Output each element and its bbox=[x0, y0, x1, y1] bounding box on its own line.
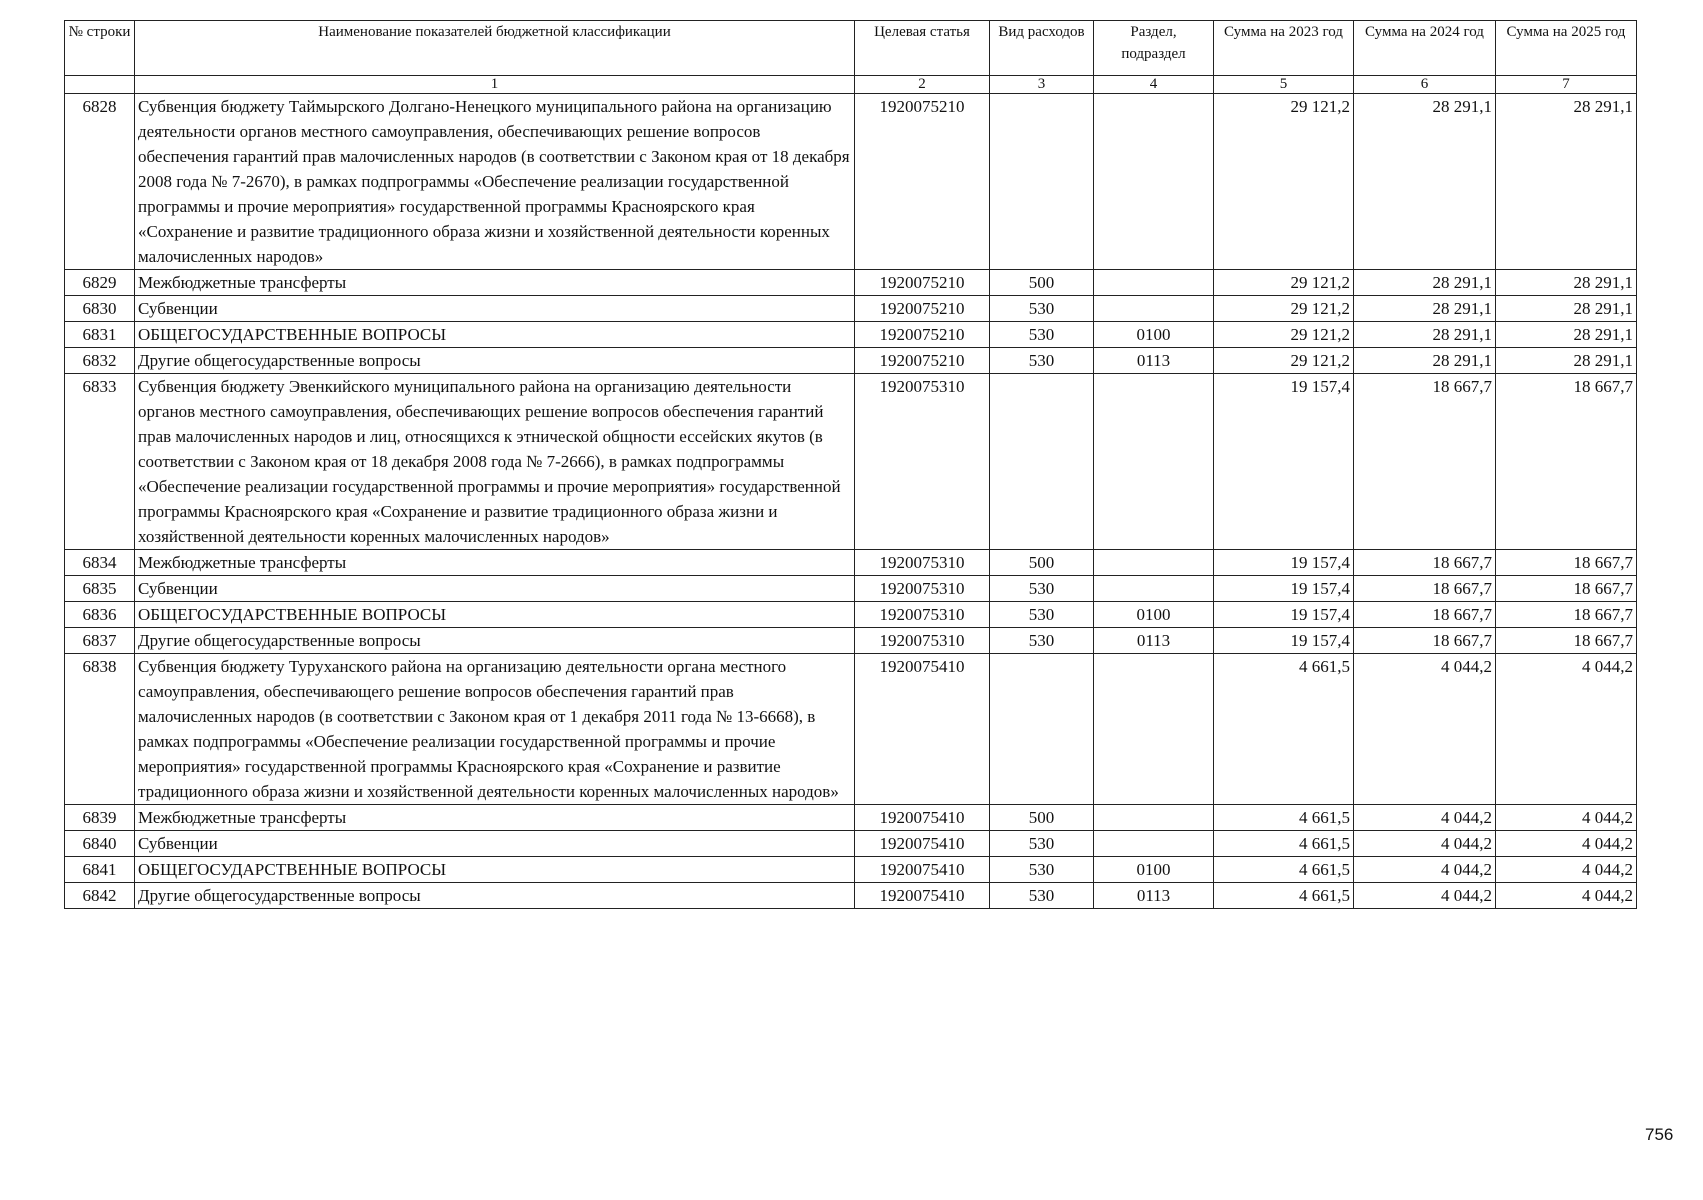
target-article-cell: 1920075210 bbox=[855, 348, 990, 374]
table-body bbox=[65, 94, 1637, 909]
target-article-cell: 1920075310 bbox=[855, 628, 990, 654]
expense-kind-cell: 500 bbox=[990, 270, 1094, 296]
sum-2023-cell: 19 157,4 bbox=[1214, 628, 1354, 654]
table-row bbox=[65, 654, 1637, 805]
section-cell bbox=[1094, 831, 1214, 857]
section-cell bbox=[1094, 270, 1214, 296]
sum-2025-cell: 28 291,1 bbox=[1496, 348, 1637, 374]
column-number: 7 bbox=[1496, 76, 1637, 94]
table-row bbox=[65, 857, 1637, 883]
row-number-cell: 6841 bbox=[65, 857, 135, 883]
sum-2025-cell: 18 667,7 bbox=[1496, 602, 1637, 628]
sum-2023-cell: 29 121,2 bbox=[1214, 270, 1354, 296]
column-number: 6 bbox=[1354, 76, 1496, 94]
section-cell: 0113 bbox=[1094, 883, 1214, 909]
column-number: 3 bbox=[990, 76, 1094, 94]
indicator-name-cell: Субвенция бюджету Таймырского Долгано-Ненецкого муниципального района на организацию деятельности органов местного самоуправления, обеспечивающих решение вопросов обеспечения гарантий прав малочисленных народов (в соответствии с Законом края от 18 декабря 2008 года № 7-2670), в рамках подпрограммы «Обеспечение реализации государственной программы и прочие мероприятия» государственной программы Красноярского края «Сохранение и развитие традиционного образа жизни и хозяйственной деятельности коренных малочисленных народов» bbox=[135, 94, 855, 270]
row-number-cell: 6833 bbox=[65, 374, 135, 550]
target-article-cell: 1920075310 bbox=[855, 374, 990, 550]
indicator-name-cell: Другие общегосударственные вопросы bbox=[135, 348, 855, 374]
section-cell: 0100 bbox=[1094, 602, 1214, 628]
indicator-name-cell: Межбюджетные трансферты bbox=[135, 270, 855, 296]
section-cell bbox=[1094, 296, 1214, 322]
sum-2023-cell: 29 121,2 bbox=[1214, 322, 1354, 348]
row-number-cell: 6842 bbox=[65, 883, 135, 909]
expense-kind-cell bbox=[990, 654, 1094, 805]
table-row bbox=[65, 322, 1637, 348]
section-cell bbox=[1094, 576, 1214, 602]
target-article-cell: 1920075210 bbox=[855, 296, 990, 322]
row-number-cell: 6839 bbox=[65, 805, 135, 831]
target-article-cell: 1920075410 bbox=[855, 831, 990, 857]
expense-kind-cell: 530 bbox=[990, 296, 1094, 322]
section-cell: 0100 bbox=[1094, 322, 1214, 348]
table-row bbox=[65, 94, 1637, 270]
target-article-cell: 1920075210 bbox=[855, 270, 990, 296]
sum-2023-cell: 4 661,5 bbox=[1214, 831, 1354, 857]
table-row bbox=[65, 576, 1637, 602]
sum-2025-cell: 18 667,7 bbox=[1496, 550, 1637, 576]
target-article-cell: 1920075210 bbox=[855, 94, 990, 270]
sum-2025-cell: 28 291,1 bbox=[1496, 322, 1637, 348]
section-cell bbox=[1094, 550, 1214, 576]
table-row bbox=[65, 550, 1637, 576]
indicator-name-cell: ОБЩЕГОСУДАРСТВЕННЫЕ ВОПРОСЫ bbox=[135, 857, 855, 883]
indicator-name-cell: Субвенция бюджету Эвенкийского муниципального района на организацию деятельности органов местного самоуправления, обеспечивающих решение вопросов обеспечения гарантий прав малочисленных народов и лиц, относящихся к этнической общности ессейских якутов (в соответствии с Законом края от 18 декабря 2008 года № 7-2666), в рамках подпрограммы «Обеспечение реализации государственной программы и прочие мероприятия» государственной программы Красноярского края «Сохранение и развитие традиционного образа жизни и хозяйственной деятельности коренных малочисленных народов» bbox=[135, 374, 855, 550]
row-number-cell: 6829 bbox=[65, 270, 135, 296]
sum-2024-cell: 28 291,1 bbox=[1354, 322, 1496, 348]
expense-kind-cell: 530 bbox=[990, 857, 1094, 883]
section-cell bbox=[1094, 654, 1214, 805]
sum-2024-cell: 18 667,7 bbox=[1354, 628, 1496, 654]
sum-2025-cell: 4 044,2 bbox=[1496, 654, 1637, 805]
indicator-name-cell: Межбюджетные трансферты bbox=[135, 805, 855, 831]
header-kind: Вид расходов bbox=[990, 21, 1094, 76]
sum-2025-cell: 28 291,1 bbox=[1496, 296, 1637, 322]
table-row bbox=[65, 348, 1637, 374]
sum-2023-cell: 4 661,5 bbox=[1214, 883, 1354, 909]
sum-2024-cell: 18 667,7 bbox=[1354, 550, 1496, 576]
target-article-cell: 1920075310 bbox=[855, 602, 990, 628]
row-number-cell: 6831 bbox=[65, 322, 135, 348]
sum-2024-cell: 28 291,1 bbox=[1354, 94, 1496, 270]
table-row bbox=[65, 296, 1637, 322]
sum-2023-cell: 29 121,2 bbox=[1214, 94, 1354, 270]
sum-2025-cell: 4 044,2 bbox=[1496, 883, 1637, 909]
target-article-cell: 1920075310 bbox=[855, 550, 990, 576]
section-cell: 0113 bbox=[1094, 348, 1214, 374]
indicator-name-cell: Другие общегосударственные вопросы bbox=[135, 628, 855, 654]
target-article-cell: 1920075310 bbox=[855, 576, 990, 602]
sum-2023-cell: 29 121,2 bbox=[1214, 348, 1354, 374]
header-target: Целевая статья bbox=[855, 21, 990, 76]
sum-2024-cell: 28 291,1 bbox=[1354, 296, 1496, 322]
header-sum-2025: Сумма на 2025 год bbox=[1496, 21, 1637, 76]
sum-2025-cell: 18 667,7 bbox=[1496, 374, 1637, 550]
section-cell bbox=[1094, 374, 1214, 550]
section-cell: 0113 bbox=[1094, 628, 1214, 654]
row-number-cell: 6836 bbox=[65, 602, 135, 628]
row-number-cell: 6832 bbox=[65, 348, 135, 374]
sum-2024-cell: 28 291,1 bbox=[1354, 348, 1496, 374]
column-number-row bbox=[65, 76, 1637, 94]
sum-2023-cell: 4 661,5 bbox=[1214, 805, 1354, 831]
table-row bbox=[65, 628, 1637, 654]
sum-2024-cell: 4 044,2 bbox=[1354, 654, 1496, 805]
sum-2025-cell: 4 044,2 bbox=[1496, 857, 1637, 883]
sum-2023-cell: 19 157,4 bbox=[1214, 602, 1354, 628]
column-number: 1 bbox=[135, 76, 855, 94]
budget-table bbox=[64, 20, 1637, 909]
sum-2024-cell: 28 291,1 bbox=[1354, 270, 1496, 296]
section-cell: 0100 bbox=[1094, 857, 1214, 883]
sum-2023-cell: 29 121,2 bbox=[1214, 296, 1354, 322]
sum-2024-cell: 4 044,2 bbox=[1354, 857, 1496, 883]
indicator-name-cell: ОБЩЕГОСУДАРСТВЕННЫЕ ВОПРОСЫ bbox=[135, 322, 855, 348]
header-sum-2023: Сумма на 2023 год bbox=[1214, 21, 1354, 76]
target-article-cell: 1920075410 bbox=[855, 805, 990, 831]
indicator-name-cell: Субвенции bbox=[135, 831, 855, 857]
expense-kind-cell: 530 bbox=[990, 348, 1094, 374]
expense-kind-cell: 500 bbox=[990, 550, 1094, 576]
column-number: 5 bbox=[1214, 76, 1354, 94]
sum-2024-cell: 18 667,7 bbox=[1354, 576, 1496, 602]
indicator-name-cell: Субвенция бюджету Туруханского района на организацию деятельности органа местного самоуправления, обеспечивающего решение вопросов обеспечения гарантий прав малочисленных народов (в соответствии с Законом края от 1 декабря 2011 года № 13-6668), в рамках подпрограммы «Обеспечение реализации государственной программы и прочие мероприятия» государственной программы Красноярского края «Сохранение и развитие традиционного образа жизни и хозяйственной деятельности коренных малочисленных народов» bbox=[135, 654, 855, 805]
expense-kind-cell: 530 bbox=[990, 831, 1094, 857]
sum-2025-cell: 28 291,1 bbox=[1496, 94, 1637, 270]
target-article-cell: 1920075410 bbox=[855, 654, 990, 805]
expense-kind-cell bbox=[990, 94, 1094, 270]
table-row bbox=[65, 270, 1637, 296]
table-row bbox=[65, 374, 1637, 550]
section-cell bbox=[1094, 805, 1214, 831]
row-number-cell: 6838 bbox=[65, 654, 135, 805]
row-number-cell: 6837 bbox=[65, 628, 135, 654]
target-article-cell: 1920075410 bbox=[855, 857, 990, 883]
row-number-cell: 6840 bbox=[65, 831, 135, 857]
sum-2023-cell: 19 157,4 bbox=[1214, 576, 1354, 602]
row-number-cell: 6828 bbox=[65, 94, 135, 270]
sum-2023-cell: 4 661,5 bbox=[1214, 857, 1354, 883]
header-sum-2024: Сумма на 2024 год bbox=[1354, 21, 1496, 76]
sum-2024-cell: 18 667,7 bbox=[1354, 374, 1496, 550]
indicator-name-cell: Другие общегосударственные вопросы bbox=[135, 883, 855, 909]
sum-2024-cell: 4 044,2 bbox=[1354, 831, 1496, 857]
sum-2023-cell: 19 157,4 bbox=[1214, 374, 1354, 550]
sum-2024-cell: 4 044,2 bbox=[1354, 883, 1496, 909]
table-row bbox=[65, 883, 1637, 909]
expense-kind-cell: 530 bbox=[990, 322, 1094, 348]
expense-kind-cell bbox=[990, 374, 1094, 550]
sum-2025-cell: 18 667,7 bbox=[1496, 628, 1637, 654]
row-number-cell: 6830 bbox=[65, 296, 135, 322]
column-number: 2 bbox=[855, 76, 990, 94]
target-article-cell: 1920075410 bbox=[855, 883, 990, 909]
indicator-name-cell: Межбюджетные трансферты bbox=[135, 550, 855, 576]
expense-kind-cell: 530 bbox=[990, 883, 1094, 909]
table-row bbox=[65, 602, 1637, 628]
sum-2025-cell: 4 044,2 bbox=[1496, 805, 1637, 831]
expense-kind-cell: 530 bbox=[990, 602, 1094, 628]
column-number: 4 bbox=[1094, 76, 1214, 94]
table-header bbox=[65, 21, 1637, 94]
section-cell bbox=[1094, 94, 1214, 270]
expense-kind-cell: 500 bbox=[990, 805, 1094, 831]
sum-2023-cell: 19 157,4 bbox=[1214, 550, 1354, 576]
sum-2025-cell: 4 044,2 bbox=[1496, 831, 1637, 857]
table-row bbox=[65, 831, 1637, 857]
indicator-name-cell: Субвенции bbox=[135, 576, 855, 602]
expense-kind-cell: 530 bbox=[990, 576, 1094, 602]
header-name: Наименование показателей бюджетной классификации bbox=[135, 21, 855, 76]
sum-2025-cell: 18 667,7 bbox=[1496, 576, 1637, 602]
sum-2024-cell: 18 667,7 bbox=[1354, 602, 1496, 628]
row-number-cell: 6834 bbox=[65, 550, 135, 576]
sum-2024-cell: 4 044,2 bbox=[1354, 805, 1496, 831]
sum-2023-cell: 4 661,5 bbox=[1214, 654, 1354, 805]
table-row bbox=[65, 805, 1637, 831]
page-number: 756 bbox=[1645, 1125, 1674, 1144]
expense-kind-cell: 530 bbox=[990, 628, 1094, 654]
column-number-spacer bbox=[65, 76, 135, 94]
indicator-name-cell: Субвенции bbox=[135, 296, 855, 322]
header-section: Раздел, подраздел bbox=[1094, 21, 1214, 76]
sum-2025-cell: 28 291,1 bbox=[1496, 270, 1637, 296]
header-row-no: № строки bbox=[65, 21, 135, 76]
row-number-cell: 6835 bbox=[65, 576, 135, 602]
indicator-name-cell: ОБЩЕГОСУДАРСТВЕННЫЕ ВОПРОСЫ bbox=[135, 602, 855, 628]
target-article-cell: 1920075210 bbox=[855, 322, 990, 348]
